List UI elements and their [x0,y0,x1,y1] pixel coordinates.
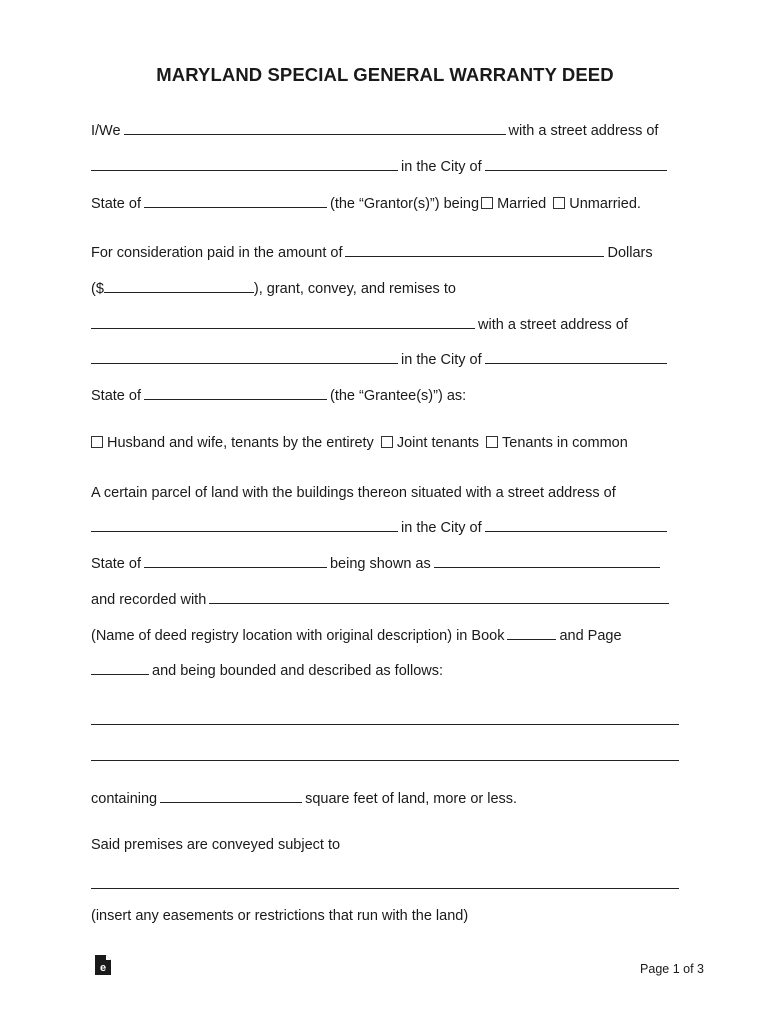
recorded-line [91,592,672,608]
label-grantee-state: State of [91,388,141,404]
parcel-address-line [91,520,670,536]
consideration-amount-field[interactable] [104,291,254,293]
parcel-state-line [91,556,663,572]
grantor-address-line [91,159,670,175]
label-state: State of [91,196,141,212]
label-husband-wife: Husband and wife, tenants by the entirety [107,435,374,451]
grantee-state-field[interactable] [144,398,327,400]
label-easements-note: (insert any easements or restrictions that run with the land) [91,908,469,924]
label-dollar-sign: ($ [91,281,104,297]
label-consideration: For consideration paid in the amount of [91,245,343,261]
label-grantee-street: with a street address of [478,317,628,333]
label-square-feet: square feet of land, more or less. [305,791,518,807]
grantor-state-field[interactable] [144,206,327,208]
label-street-address: with a street address of [508,123,659,139]
label-tenants-common: Tenants in common [502,435,628,451]
grantee-address-line [91,352,670,368]
label-containing: containing [91,791,158,807]
description-line-2[interactable] [91,760,679,761]
page-number: Page 1 of 3 [640,962,704,976]
label-grant-convey: ), grant, convey, and remises to [253,281,456,297]
label-joint-tenants: Joint tenants [396,435,480,451]
grantee-city-field[interactable] [485,362,667,364]
square-feet-field[interactable] [160,801,302,803]
bounded-line [91,663,443,679]
label-recorded-with: and recorded with [91,592,207,608]
parcel-line [91,485,616,501]
consideration-amount-line [91,281,456,297]
grantee-name-line [91,317,628,333]
consideration-words-field[interactable] [345,255,604,257]
parcel-state-field[interactable] [144,566,327,568]
tenancy-line [91,435,628,451]
grantee-name-field[interactable] [91,327,475,329]
label-grantee-city: in the City of [401,352,482,368]
page-field[interactable] [91,673,149,675]
label-dollars: Dollars [607,245,653,261]
easements-note-line [91,908,468,924]
document-title: MARYLAND SPECIAL GENERAL WARRANTY DEED [156,64,614,85]
label-city: in the City of [401,159,482,175]
label-iwe: I/We [91,123,121,139]
label-grantee-as: (the “Grantee(s)”) as: [329,388,467,404]
unmarried-checkbox[interactable] [553,197,565,209]
shown-as-field[interactable] [434,566,660,568]
grantor-city-field[interactable] [485,169,667,171]
eforms-logo-icon [94,954,112,976]
husband-wife-checkbox[interactable] [91,436,103,448]
label-unmarried: Unmarried. [569,196,641,212]
label-grantor: (the “Grantor(s)”) being [329,196,480,212]
grantor-name-line [91,123,658,139]
joint-tenants-checkbox[interactable] [381,436,393,448]
grantor-state-line [91,196,641,212]
consideration-line [91,245,653,261]
containing-line [91,791,517,807]
parcel-street-field[interactable] [91,530,398,532]
label-parcel: A certain parcel of land with the buildings thereon situated with a street address of [91,485,616,501]
parcel-city-field[interactable] [485,530,667,532]
label-parcel-state: State of [91,556,141,572]
recorded-with-field[interactable] [209,602,669,604]
label-parcel-city: in the City of [401,520,482,536]
grantee-street-field[interactable] [91,362,398,364]
registry-line [91,628,622,644]
label-page: and Page [559,628,622,644]
label-married: Married [497,196,547,212]
label-shown-as: being shown as [329,556,431,572]
label-registry: (Name of deed registry location with original description) in Book [91,628,505,644]
svg-text:e: e [99,962,107,974]
subject-to-line [91,837,340,853]
easements-field[interactable] [91,888,679,889]
grantor-name-field[interactable] [124,133,506,135]
label-bounded: and being bounded and described as follows: [152,663,444,679]
description-line-1[interactable] [91,724,679,725]
label-subject-to: Said premises are conveyed subject to [91,837,341,853]
grantee-state-line [91,388,466,404]
book-field[interactable] [507,638,556,640]
grantor-street-field[interactable] [91,169,398,171]
tenants-common-checkbox[interactable] [486,436,498,448]
married-checkbox[interactable] [481,197,493,209]
